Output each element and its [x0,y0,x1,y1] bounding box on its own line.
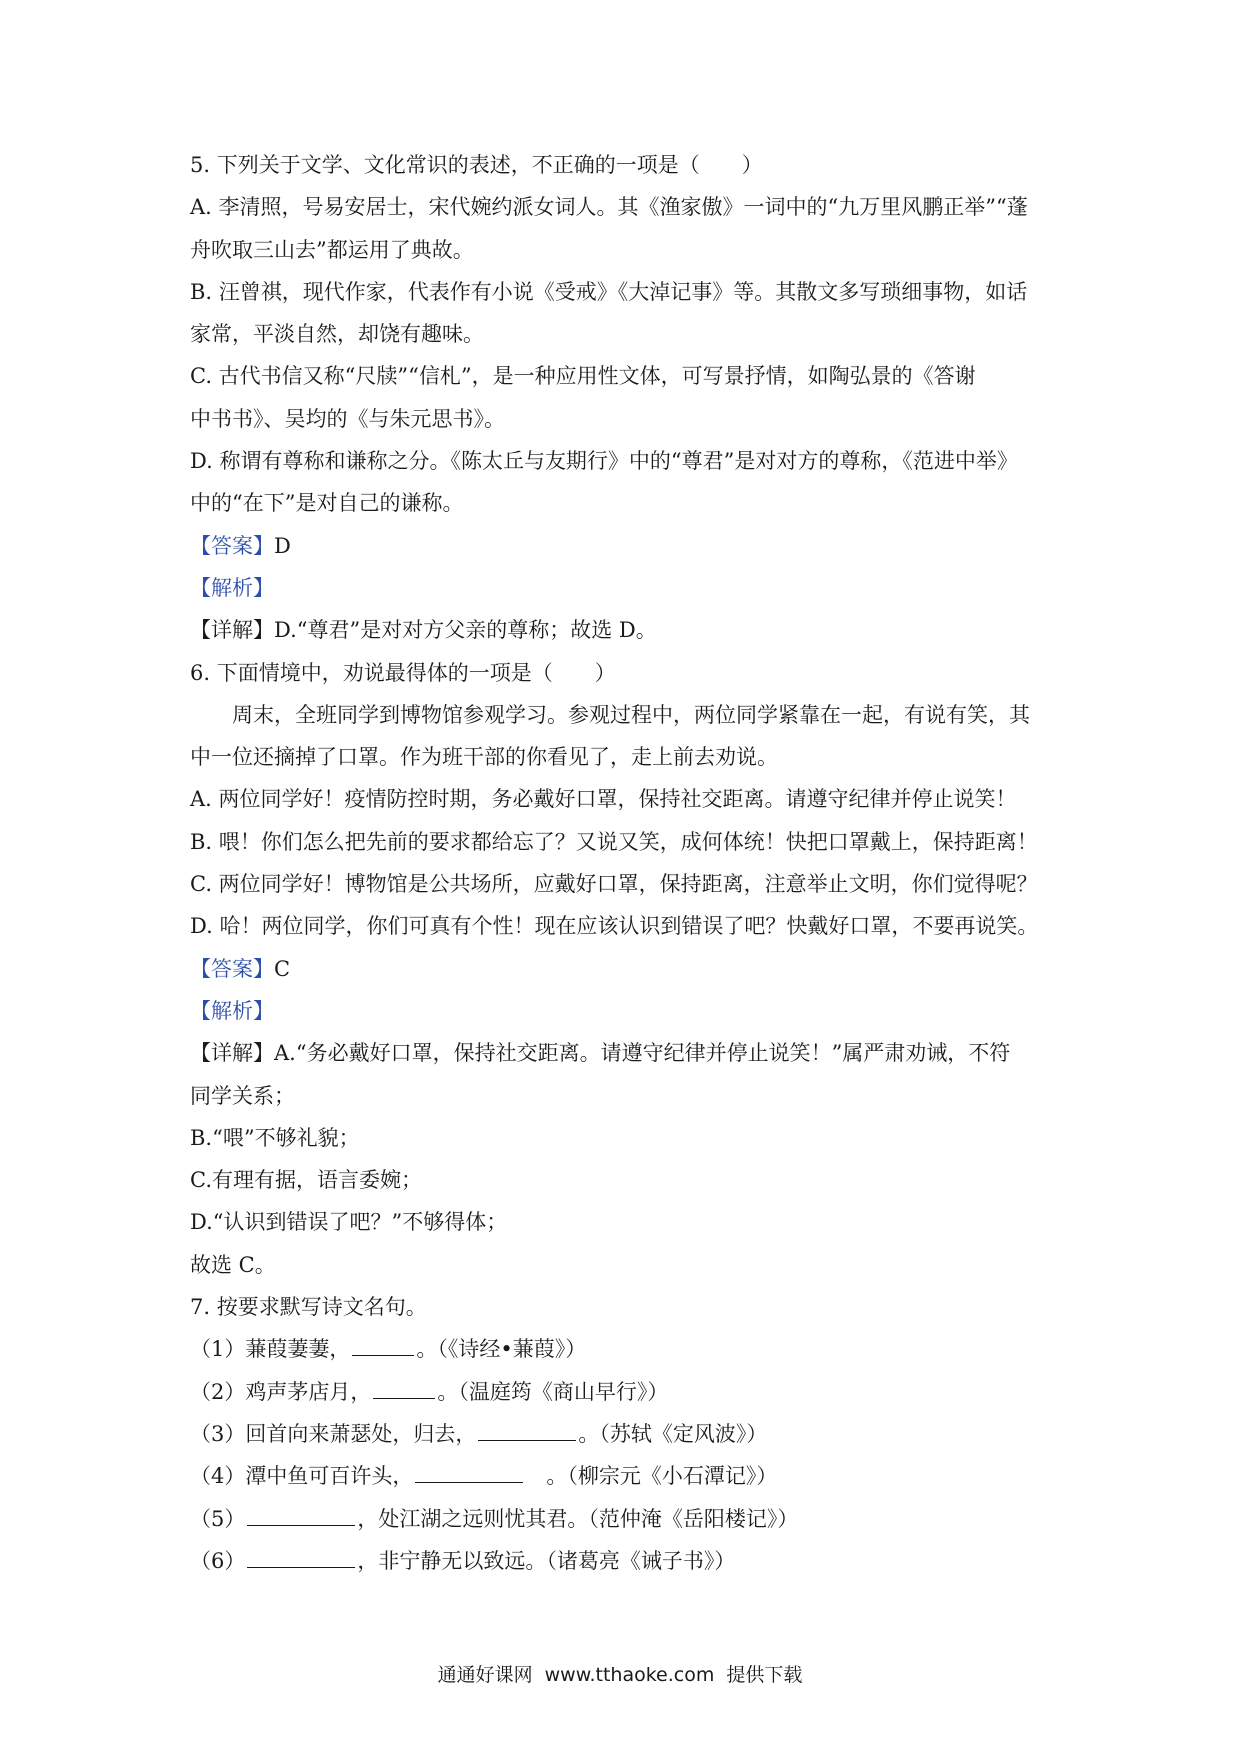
q7-item-5 [190,1498,1070,1540]
answer-blank [478,1418,576,1441]
item-prefix: （3）回首向来萧瑟处，归去， [190,1421,477,1446]
footer-site-name: 通通好课网 [437,1664,533,1686]
analysis-tag: 【解析】 [190,998,274,1023]
q6-option-d: D. 哈！两位同学，你们可真有个性！现在应该认识到错误了吧？快戴好口罩，不要再说笑。 [190,914,1039,939]
item-prefix: （5） [190,1506,246,1531]
answer-blank [373,1376,435,1399]
answer-value: C [274,956,291,981]
q5-answer [190,525,1070,567]
analysis-tag: 【解析】 [190,575,274,600]
q7-item-6 [190,1540,1070,1582]
footer-url[interactable]: www.tthaoke.com [544,1664,715,1686]
q6-detail-line5: D.“认识到错误了吧？”不够得体； [190,1210,508,1235]
q5-option-d-line1: D. 称谓有尊称和谦称之分。《陈太丘与友期行》中的“尊君”是对对方的尊称，《范进中举》 [190,449,1018,474]
q5-option-d-line2: 中的“在下”是对自己的谦称。 [190,491,464,516]
q6-analysis [190,990,1070,1032]
page-footer [0,1660,1240,1687]
q6-context-line2: 中一位还摘掉了口罩。作为班干部的你看见了，走上前去劝说。 [190,745,778,770]
item-prefix: （1）蒹葭萋萋， [190,1337,351,1362]
footer-note: 提供下载 [726,1664,803,1686]
item-prefix: （6） [190,1548,246,1573]
detail-tag: 【详解】 [190,618,274,643]
answer-blank [352,1333,414,1356]
q6-detail-line6: 故选 C。 [190,1252,276,1277]
q5-option-b-line2: 家常，平淡自然，却饶有趣味。 [190,322,484,347]
answer-blank [415,1460,523,1483]
q6-option-c: C. 两位同学好！博物馆是公共场所，应戴好口罩，保持距离，注意举止文明，你们觉得呢？ [190,872,1038,897]
q6-detail-line4: C.有理有据，语言委婉； [190,1168,422,1193]
q5-detail [190,609,1070,651]
q6-detail-line3: B.“喂”不够礼貌； [190,1125,360,1150]
item-suffix: ，非宁静无以致远。（诸葛亮《诫子书》） [357,1548,736,1573]
item-prefix: （2）鸡声茅店月， [190,1379,372,1404]
q5-option-a-line2: 舟吹取三山去”都运用了典故。 [190,237,474,262]
q6-option-a: A. 两位同学好！疫情防控时期，务必戴好口罩，保持社交距离。请遵守纪律并停止说笑！ [190,787,1017,812]
detail-tag: 【详解】 [190,1041,274,1066]
answer-tag: 【答案】 [190,956,274,981]
q6-detail-line1 [190,1032,1070,1074]
page-content [190,144,1070,1582]
answer-tag: 【答案】 [190,533,274,558]
q6-answer [190,948,1070,990]
q5-option-a-line1: A. 李清照，号易安居士，宋代婉约派女词人。其《渔家傲》一词中的“九万里风鹏正举”“蓬 [190,195,1028,220]
detail-text: A.“务必戴好口罩，保持社交距离。请遵守纪律并停止说笑！”属严肃劝诫，不符 [274,1041,1011,1066]
q6-stem: 6. 下面情境中，劝说最得体的一项是（ ） [190,660,616,685]
item-suffix: 。（柳宗元《小石潭记》） [525,1464,778,1489]
q5-analysis [190,567,1070,609]
q6-option-b: B. 喂！你们怎么把先前的要求都给忘了？又说又笑，成何体统！快把口罩戴上，保持距离！ [190,829,1038,854]
q6-detail-line2: 同学关系； [190,1083,295,1108]
q7-item-3 [190,1413,1070,1455]
answer-blank [247,1503,355,1526]
q5-option-c-line2: 中书书》、吴均的《与朱元思书》。 [190,406,505,431]
item-suffix: 。（《诗经•蒹葭》） [416,1337,587,1362]
q5-stem: 5. 下列关于文学、文化常识的表述，不正确的一项是（ ） [190,153,763,177]
q6-context-line1: 周末，全班同学到博物馆参观学习。参观过程中，两位同学紧靠在一起，有说有笑，其 [232,702,1030,727]
q5-option-c-line1: C. 古代书信又称“尺牍”“信札”，是一种应用性文体，可写景抒情，如陶弘景的《答谢 [190,364,976,389]
q7-item-1 [190,1328,1070,1370]
q7-stem: 7. 按要求默写诗文名句。 [190,1295,427,1320]
q7-item-2 [190,1371,1070,1413]
answer-value: D [274,533,291,558]
item-suffix: 。（温庭筠《商山早行》） [437,1379,669,1404]
q5-option-b-line1: B. 汪曾祺，现代作家，代表作有小说《受戒》《大淖记事》等。其散文多写琐细事物，如话 [190,279,1028,304]
item-prefix: （4）潭中鱼可百许头， [190,1464,414,1489]
item-suffix: ，处江湖之远则忧其君。（范仲淹《岳阳楼记》） [357,1506,799,1531]
item-suffix: 。（苏轼《定风波》） [578,1421,768,1446]
answer-blank [247,1545,355,1568]
detail-text: D.“尊君”是对对方父亲的尊称；故选 D。 [274,618,657,643]
q7-item-4 [190,1455,1070,1497]
